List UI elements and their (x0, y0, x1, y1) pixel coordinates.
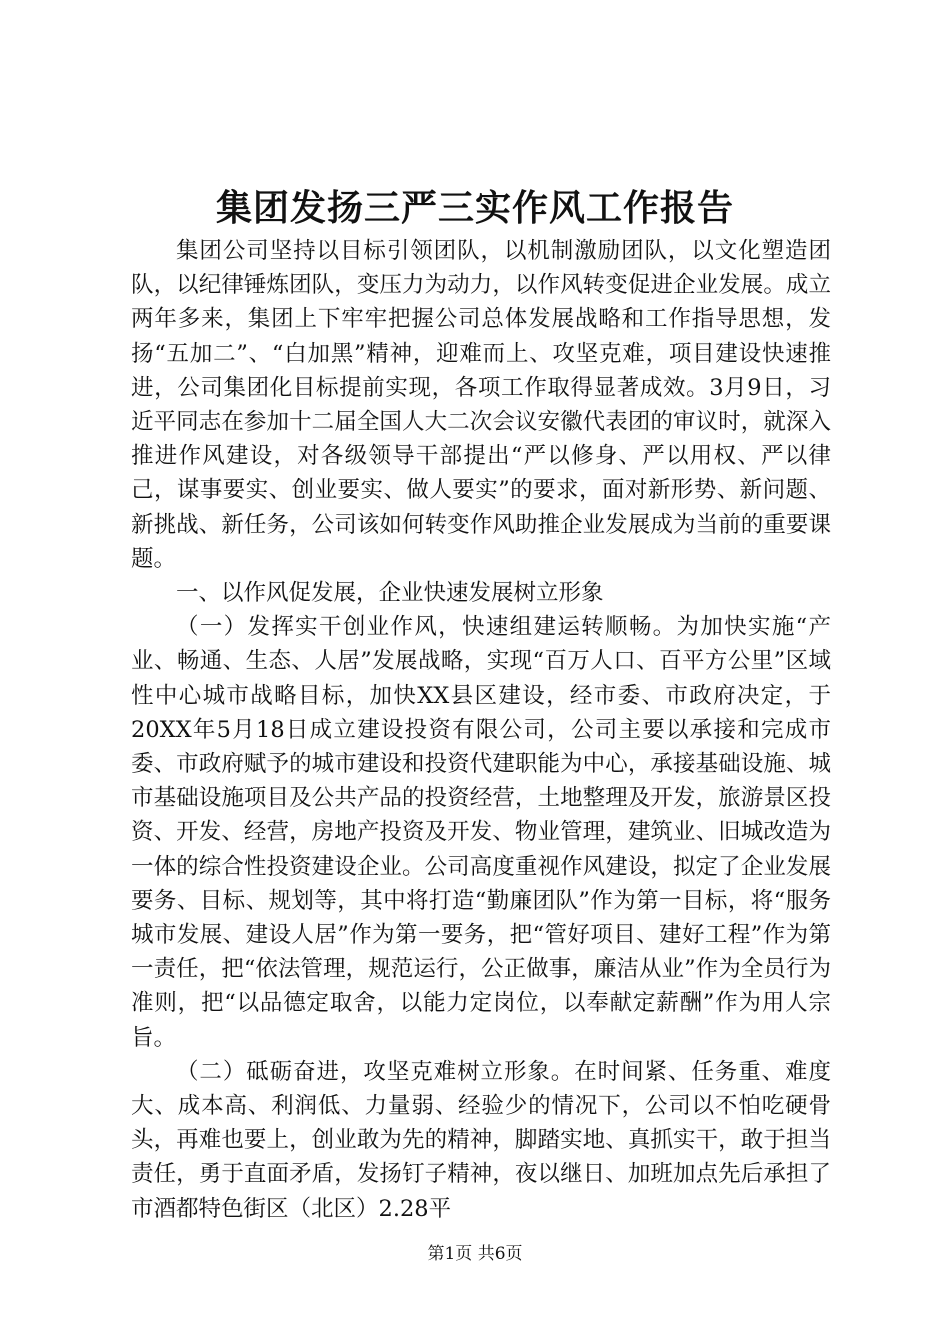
document-body (131, 234, 831, 1226)
page-footer: 第1页 共6页 (427, 1244, 523, 1264)
subsection-paragraph-1: （一）发挥实干创业作风，快速组建运转顺畅。为加快实施“产业、畅通、生态、人居”发展战略，实现“百万人口、百平方公里”区域性中心城市战略目标，加快XX县区建设，经市委、市政府决定，于20XX年5月18日成立建设投资有限公司，公司主要以承接和完成市委、市政府赋予的城市建设和投资代建职能为中心，承接基础设施、城市基础设施项目及公共产品的投资经营，土地整理及开发，旅游景区投资、开发、经营，房地产投资及开发、物业管理，建筑业、旧城改造为一体的综合性投资建设企业。公司高度重视作风建设，拟定了企业发展要务、目标、规划等，其中将打造“勤廉团队”作为第一目标，将“服务城市发展、建设人居”作为第一要务，把“管好项目、建好工程”作为第一责任，把“依法管理，规范运行，公正做事，廉洁从业”作为全员行为准则，把“以品德定取舍，以能力定岗位，以奉献定薪酬”作为用人宗旨。 (131, 614, 831, 1051)
document-title: 集团发扬三严三实作风工作报告 (215, 188, 734, 229)
section-heading: 一、以作风促发展，企业快速发展树立形象 (176, 580, 604, 607)
subsection-paragraph-2: （二）砥砺奋进，攻坚克难树立形象。在时间紧、任务重、难度大、成本高、利润低、力量弱、经验少的情况下，公司以不怕吃硬骨头，再难也要上，创业敢为先的精神，脚踏实地、真抓实干，敢于担当责任，勇于直面矛盾，发扬钉子精神，夜以继日、加班加点先后承担了市酒都特色街区（北区）2.28平 (131, 1058, 831, 1222)
intro-paragraph: 集团公司坚持以目标引领团队，以机制激励团队，以文化塑造团队，以纪律锤炼团队，变压力为动力，以作风转变促进企业发展。成立两年多来，集团上下牢牢把握公司总体发展战略和工作指导思想，发扬“五加二”、“白加黑”精神，迎难而上、攻坚克难，项目建设快速推进，公司集团化目标提前实现，各项工作取得显著成效。3月9日，习近平同志在参加十二届全国人大二次会议安徽代表团的审议时，就深入推进作风建设，对各级领导干部提出“严以修身、严以用权、严以律己，谋事要实、创业要实、做人要实”的要求，面对新形势、新问题、新挑战、新任务，公司该如何转变作风助推企业发展成为当前的重要课题。 (131, 238, 831, 572)
